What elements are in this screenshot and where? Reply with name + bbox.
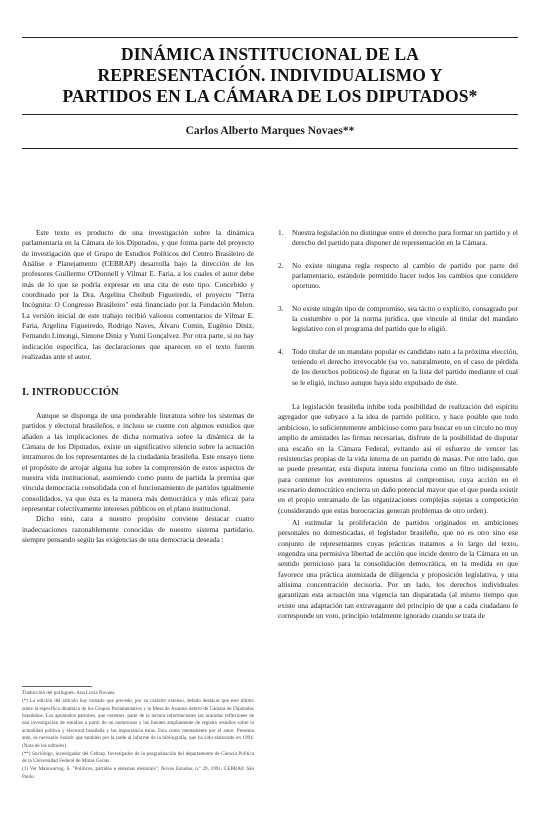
intro-paragraph: Este texto es producto de una investigación sobre la dinámica parlamentaria en la Cámara de los Diputados, y que forma parte del proyecto de investigación que el Grupo de Estudios Políticos del Centro Brasileiro de Análise e Planejamento (CEBRAP) desarrolla bajo la dirección de los profesores Guillermo O'Donnell y Vilmar E. Faria, a los cuales el autor debe más de lo que se podría expresar en una cita de este tipo. Concebido y coordinado por la Dra. Argelina Cheibub Figueiredo, el proyecto "Terra Incógnita: O Congresso Brasileiro" está financiado por la Fundación Melon. La versión inicial de este trabajo recibió valiosos comentarios de Vilmar E. Faria, Argelina Figueiredo, Rodrigo Naves, Álvaro Comin, Eugênio Diniz, Fernando Limongi, Simone Diniz y Yumi Gonçalvez. Por otra parte, si no hay indicación específica, las declaraciones que aparecen en el texto fueron realizadas ante el autor.: [22, 228, 254, 362]
body-paragraph-1: La legislación brasileña inhibe toda posibilidad de realización del espíritu agregador que subyace a la idea de partido político, y hace posible que todo ambicioso, lo suficientemente ambicioso como para buscar en un círculo no muy amplio de amistades las firmas necesarias, disfrute de la posibilidad de disputar una escaño en la Cámara Federal, evitando así el esfuerzo de vencer las resistencias propias de la vida interna de un partido de masas. Por otro lado, que se puede presentar, esta disputa interna funciona como un filtro indispensable para contener los aventureros opuestos al compromiso, cuya acción en el escenario democrático encierra un daño potencial mayor que el que pueda existir en el propio entramado de las organizaciones complejas sujetas a competición (considerando que estas burocracias generan problemas de otro orden).: [278, 402, 518, 515]
list-text: Todo titular de un mandato popular es candidato nato a la próxima elección, teniendo el derecho irrevocable (sa vo, naturalmente, en el caso de pérdida de los derechos políticos) de figurar en la lista del partido mediante el cual se le eligió, incluso aunque haya sido expulsado de éste.: [292, 346, 518, 387]
list-text: Nuestra legislación no distingue entre el derecho para formar un partido y el derecho del partido para disponer de representación en la Cámara.: [292, 228, 518, 248]
footnote-rule: [22, 686, 92, 687]
inadequacies-list: [278, 228, 518, 388]
list-text: No existe ninguna regla respecto al cambio de partido por parte del parlamentario, estándole permitido hacer todos los cambios que considere oportuno.: [292, 260, 518, 291]
title-line-2: REPRESENTACIÓN. INDIVIDUALISMO Y: [97, 65, 443, 85]
list-item: [278, 261, 518, 292]
list-text: No existe ningún tipo de compromiso, sea tácito o explícito, consagrado por la costumbre o por la norma jurídica, que vincule al titular del mandato legislativo con el programa del partido que lo eligió.: [292, 303, 518, 334]
list-item: [278, 228, 518, 249]
footnote-author: (**) Sociólogo, investigador del Cebrap. Investigador de la posgraduación del departamento de Ciencia Política de la Universidad Federal de Minas Gerais.: [22, 750, 254, 765]
body-text: [278, 402, 518, 621]
title-line-1: DINÁMICA INSTITUCIONAL DE LA: [121, 44, 419, 64]
body-paragraph-2: Al estimular la proliferación de partidos originados en ambiciones personales no domesticadas, el legislador brasileño, que no es otro sino ese conjunto de representantes cuyas prácticas tratamos a lo largo del texto, engendra una permisiva libertad de acción que incide dentro de la Cámara en un sentido pernicioso para la consolidación democrática, en la medida en que favorece una práctica atomizada de diligencia y proposición legislativa, y una altísima concentración decisoria. Por un lado, los derechos individuales garantizan esta actuación una vigencia tan disparatada (al mismo tiempo que existe una adaptación tan extravagante del principio de que a cada ciudadano le corresponde un voto, principio totalmente ignorado cuando se trata de: [278, 517, 518, 620]
footnotes: [22, 690, 254, 782]
article-title: [22, 44, 518, 107]
list-item: [278, 304, 518, 335]
top-rule: [22, 37, 518, 38]
list-number: 2.: [278, 260, 284, 270]
author-bottom-rule: [22, 148, 518, 149]
author-name: Carlos Alberto Marques Novaes**: [185, 125, 355, 137]
list-number: 4.: [278, 346, 284, 356]
section-heading: I. INTRODUCCIÓN: [22, 387, 119, 399]
section-paragraph-1: Aunque se disponga de una ponderable literatura sobre los sistemas de partidos y electoral brasileños, e incluso se cuente con algunos estudios que añaden a las implicaciones de dicha normativa sobre la dinámica de la Cámara de los Diputados, existe un significativo silencio sobre la actuación intramuros de los representantes de la ciudadanía brasileña. Este ensayo tiene el propósito de arrojar alguna luz sobre la comprensión de estos aspectos de nuestra vida institucional, asumiendo como punto de partida la premisa que vincula democracia consolidada con el funcionamiento de partidos igualmente consolidados, ya que ésta es la manera más democrática y más eficaz para representar colectivamente intereses públicos en el plano institucional.: [22, 410, 254, 513]
footnote-translation: Traducción del portugués: Ana Lúcia Novaes.: [22, 690, 116, 696]
left-column: [22, 228, 254, 545]
list-item: [278, 347, 518, 388]
footnote-editors: (*) La edición del artículo hay tomado que precede, por su carácter extenso, debido destacar que este último sobre la especifica dinámica de los Grupos Parlamentarios y la Mesa de Asuntos dentro de Cámara de Diputados brasileños. Los apuntados patrones, que veremos, parte de la lectura informaciones las acaradas reflexiones de una investigación de estudios a partir de un numerosos y las fuentes ampliamente de registro estudios sobre la actualidad política y electoral brasileña y las importancia estas. Esta como mentamente por el autor. Presenta ante, es necesario insistir que también por la tarde al informe de la bibliografía, que ha sido elaborado en 1994. (Nota de los editores).: [22, 698, 254, 749]
title-line-3: PARTIDOS EN LA CÁMARA DE LOS DIPUTADOS*: [62, 86, 478, 106]
list-number: 3.: [278, 303, 284, 313]
list-number: 1.: [278, 228, 284, 237]
right-column: [278, 228, 518, 621]
section-paragraph-2: Dicho esto, cara a nuestro propósito conviene destacar cuatro inadecuaciones razonablemente conocidas de nuestro sistema partidario, siempre pensando según las exigencias de una democracia deseada :: [22, 514, 254, 544]
title-bottom-rule: [22, 114, 518, 115]
footnote-reference: (1) Ver Mainwaring, S. "Políticos, partidos e sistemas eleitorais", Novos Estudos, n.º 29, 1991, CEBRAP, São Paulo.: [22, 766, 254, 780]
